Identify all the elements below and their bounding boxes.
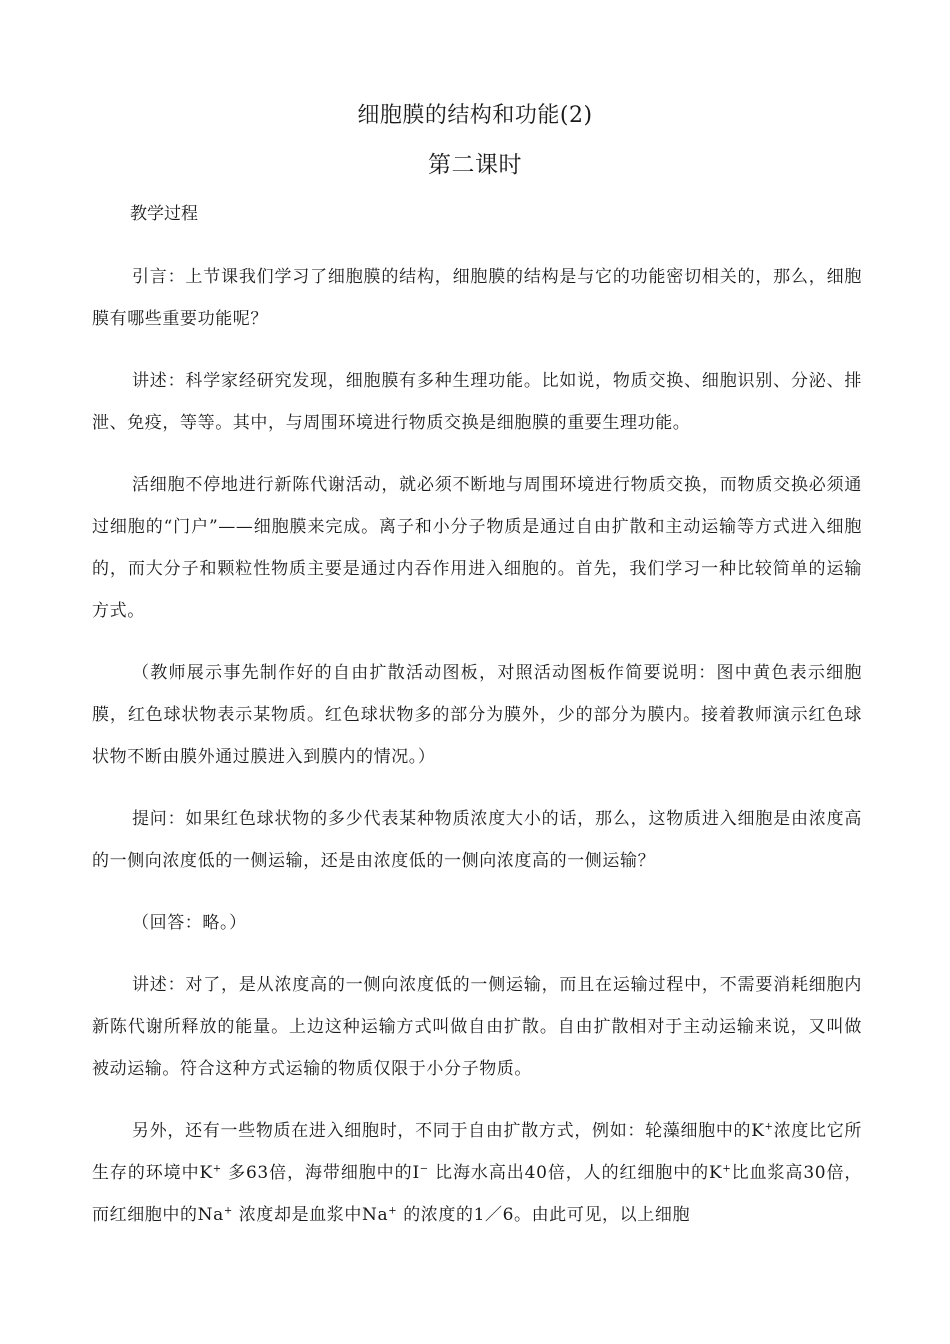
- document-title: 细胞膜的结构和功能(2): [357, 103, 593, 128]
- text-segment: 比血浆高30倍，而红细胞中的Na: [92, 1163, 862, 1225]
- document-subtitle: 第二课时: [428, 152, 522, 178]
- ion-charge: +: [212, 1163, 222, 1175]
- text-segment: 浓度却是血浆中Na: [232, 1205, 389, 1225]
- paragraph-answer: （回答：略。）: [132, 913, 247, 933]
- ion-charge: +: [764, 1121, 774, 1133]
- paragraph-active-transport: [92, 1110, 862, 1236]
- text-segment: 多63倍，海带细胞中的I: [221, 1163, 420, 1183]
- text-segment: 另外，还有一些物质在进入细胞时，不同于自由扩散方式，例如：轮藻细胞中的K: [132, 1121, 765, 1141]
- paragraph-introduction: 引言：上节课我们学习了细胞膜的结构，细胞膜的结构是与它的功能密切相关的，那么，细胞膜有哪些重要功能呢？: [92, 267, 862, 329]
- ion-charge: +: [388, 1205, 398, 1217]
- ion-charge: −: [419, 1163, 429, 1175]
- section-heading: 教学过程: [130, 204, 198, 224]
- paragraph-question: 提问：如果红色球状物的多少代表某种物质浓度大小的话，那么，这物质进入细胞是由浓度高的一侧向浓度低的一侧运输，还是由浓度低的一侧向浓度高的一侧运输？: [92, 809, 862, 871]
- paragraph-material-exchange: 活细胞不停地进行新陈代谢活动，就必须不断地与周围环境进行物质交换，而物质交换必须通过细胞的“门户”——细胞膜来完成。离子和小分子物质是通过自由扩散和主动运输等方式进入细胞的，而大分子和颗粒性物质主要是通过内吞作用进入细胞的。首先，我们学习一种比较简单的运输方式。: [92, 475, 862, 621]
- paragraph-free-diffusion: 讲述：对了，是从浓度高的一侧向浓度低的一侧运输，而且在运输过程中，不需要消耗细胞内新陈代谢所释放的能量。上边这种运输方式叫做自由扩散。自由扩散相对于主动运输来说，又叫做被动运输。符合这种方式运输的物质仅限于小分子物质。: [92, 975, 862, 1079]
- text-segment: 的浓度的1／6。由此可见，以上细胞: [397, 1205, 691, 1225]
- paragraph-lecture-functions: 讲述：科学家经研究发现，细胞膜有多种生理功能。比如说，物质交换、细胞识别、分泌、排泄、免疫，等等。其中，与周围环境进行物质交换是细胞膜的重要生理功能。: [92, 371, 862, 433]
- paragraph-teacher-demo: （教师展示事先制作好的自由扩散活动图板，对照活动图板作简要说明：图中黄色表示细胞膜，红色球状物表示某物质。红色球状物多的部分为膜外，少的部分为膜内。接着教师演示红色球状物不断由膜外通过膜进入到膜内的情况。）: [92, 663, 862, 767]
- text-segment: 比海水高出40倍，人的红细胞中的K: [428, 1163, 723, 1183]
- ion-charge: +: [223, 1205, 233, 1217]
- ion-charge: +: [722, 1163, 732, 1175]
- text-segment: 浓度比它所生存的环境中K: [92, 1121, 862, 1183]
